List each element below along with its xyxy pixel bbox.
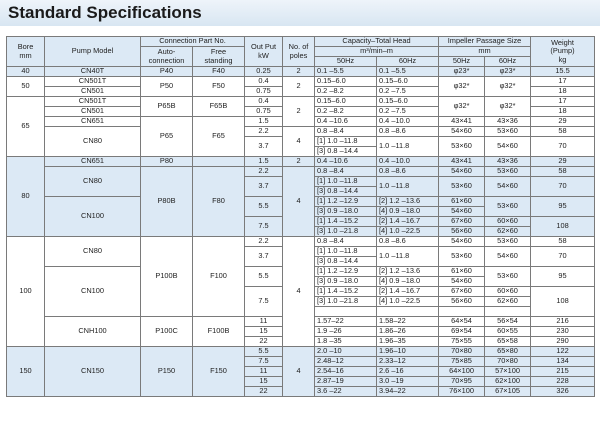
imp60-cell: 53×60 xyxy=(485,127,531,137)
bore-cell: 65 xyxy=(7,97,45,157)
kw-cell: 11 xyxy=(245,367,283,377)
cap60-cell: [4] 0.9 –18.0 xyxy=(377,207,439,217)
cap60-cell: 2.6 –16 xyxy=(377,367,439,377)
poles-cell: 4 xyxy=(283,167,315,237)
cap50-cell: 1.57–22 xyxy=(315,317,377,327)
table-row xyxy=(7,97,595,107)
header-auto: Auto- connection xyxy=(141,47,193,67)
model-cell: CN80 xyxy=(45,167,141,197)
cap50-cell: 0.2 –8.2 xyxy=(315,87,377,97)
cap50-cell: 0.1 –5.5 xyxy=(315,67,377,77)
header-poles: No. of poles xyxy=(283,37,315,67)
imp60-cell: 54×60 xyxy=(485,177,531,197)
imp60-cell: 67×105 xyxy=(485,387,531,397)
model-cell: CN40T xyxy=(45,67,141,77)
free-cell: F50 xyxy=(193,77,245,97)
kw-cell: 7.5 xyxy=(245,357,283,367)
kw-cell: 3.7 xyxy=(245,247,283,267)
cap50-cell: [1] 1.2 –12.9 xyxy=(315,197,377,207)
free-cell: F100 xyxy=(193,237,245,317)
weight-cell: 230 xyxy=(531,327,595,337)
cap60-cell: 2.33–12 xyxy=(377,357,439,367)
bore-cell: 100 xyxy=(7,237,45,347)
cap50-cell: 0.15–6.0 xyxy=(315,77,377,87)
header-free: Free standing xyxy=(193,47,245,67)
imp60-cell: 54×60 xyxy=(485,247,531,267)
kw-cell: 0.4 xyxy=(245,77,283,87)
cap60-cell: 0.8 –8.6 xyxy=(377,167,439,177)
imp60-cell: 57×100 xyxy=(485,367,531,377)
table-row xyxy=(7,67,595,77)
imp50-cell: 54×60 xyxy=(439,167,485,177)
cap50-cell: 0.4 –10.6 xyxy=(315,157,377,167)
imp50-cell: 54×60 xyxy=(439,127,485,137)
table-row xyxy=(7,237,595,247)
cap50-cell: 0.2 –8.2 xyxy=(315,107,377,117)
cap60-cell: 0.15–6.0 xyxy=(377,77,439,87)
cap50-cell: 0.8 –8.4 xyxy=(315,237,377,247)
imp50-cell: 69×54 xyxy=(439,327,485,337)
kw-cell: 15 xyxy=(245,327,283,337)
kw-cell: 22 xyxy=(245,337,283,347)
auto-cell: P150 xyxy=(141,347,193,397)
imp50-cell: 64×100 xyxy=(439,367,485,377)
cap60-cell: 0.2 –7.5 xyxy=(377,107,439,117)
weight-cell: 18 xyxy=(531,87,595,97)
imp50-cell: 53×60 xyxy=(439,247,485,267)
kw-cell: 0.75 xyxy=(245,87,283,97)
cap60-cell: 0.4 –10.0 xyxy=(377,117,439,127)
auto-cell: P65 xyxy=(141,117,193,157)
kw-cell: 2.2 xyxy=(245,237,283,247)
cap50-cell: 2.87–19 xyxy=(315,377,377,387)
kw-cell: 3.7 xyxy=(245,177,283,197)
cap50-cell: [3] 1.0 –21.8 xyxy=(315,297,377,307)
weight-cell: 17 xyxy=(531,77,595,87)
cap60-cell: 1.58–22 xyxy=(377,317,439,327)
cap50-cell: [3] 0.8 –14.4 xyxy=(315,147,377,157)
cap60-cell: 1.0 –11.8 xyxy=(377,247,439,267)
weight-cell: 58 xyxy=(531,237,595,247)
table-row xyxy=(7,157,595,167)
cap50-cell: 2.48–12 xyxy=(315,357,377,367)
imp50-cell: 67×60 xyxy=(439,287,485,297)
kw-cell: 7.5 xyxy=(245,287,283,317)
imp50-cell: 61×60 xyxy=(439,197,485,207)
imp60-cell: 62×60 xyxy=(485,227,531,237)
imp50-cell: 53×60 xyxy=(439,177,485,197)
imp50-cell: φ23* xyxy=(439,67,485,77)
imp50-cell: 43×41 xyxy=(439,117,485,127)
cap50-cell: [1] 1.4 –15.2 xyxy=(315,287,377,297)
imp50-cell: 61×60 xyxy=(439,267,485,277)
cap60-cell: [4] 1.0 –22.5 xyxy=(377,227,439,237)
kw-cell: 1.5 xyxy=(245,157,283,167)
kw-cell: 5.5 xyxy=(245,347,283,357)
imp60-cell: 56×54 xyxy=(485,317,531,327)
cap50-cell: [3] 0.9 –18.0 xyxy=(315,277,377,287)
cap60-cell: [4] 1.0 –22.5 xyxy=(377,297,439,307)
poles-cell: 2 xyxy=(283,97,315,127)
imp60-cell: 60×55 xyxy=(485,327,531,337)
imp60-cell: 43×36 xyxy=(485,117,531,127)
cap60-cell: 0.1 –5.5 xyxy=(377,67,439,77)
imp60-cell: 70×80 xyxy=(485,357,531,367)
cap60-cell: 1.96–35 xyxy=(377,337,439,347)
cap50-cell: 2.0 –10 xyxy=(315,347,377,357)
model-cell: CN501 xyxy=(45,107,141,117)
header-capacity-unit: m³/min–m xyxy=(315,47,439,57)
kw-cell: 5.5 xyxy=(245,197,283,217)
imp60-cell: φ32* xyxy=(485,97,531,117)
cap60-cell: 0.2 –7.5 xyxy=(377,87,439,97)
imp60-cell: 43×36 xyxy=(485,157,531,167)
weight-cell: 70 xyxy=(531,177,595,197)
cap50-cell: 1.9 –26 xyxy=(315,327,377,337)
imp50-cell: 54×60 xyxy=(439,207,485,217)
bore-cell: 80 xyxy=(7,157,45,237)
cap60-cell: 0.15–6.0 xyxy=(377,97,439,107)
imp50-cell: 75×55 xyxy=(439,337,485,347)
free-cell: F150 xyxy=(193,347,245,397)
cap60-cell: 1.0 –11.8 xyxy=(377,137,439,157)
imp50-cell xyxy=(439,307,485,317)
kw-cell: 11 xyxy=(245,317,283,327)
cap60-cell: 1.86–26 xyxy=(377,327,439,337)
cap60-cell: 0.8 –8.6 xyxy=(377,127,439,137)
model-cell: CN100 xyxy=(45,267,141,317)
weight-cell: 216 xyxy=(531,317,595,327)
kw-cell: 22 xyxy=(245,387,283,397)
auto-cell: P100C xyxy=(141,317,193,347)
poles-cell: 2 xyxy=(283,157,315,167)
weight-cell: 95 xyxy=(531,267,595,287)
weight-cell: 15.5 xyxy=(531,67,595,77)
auto-cell: P100B xyxy=(141,237,193,317)
cap50-cell: [3] 1.0 –21.8 xyxy=(315,227,377,237)
imp50-cell: 70×95 xyxy=(439,377,485,387)
weight-cell: 290 xyxy=(531,337,595,347)
header-output: Out Put kW xyxy=(245,37,283,67)
cap60-cell: 0.4 –10.0 xyxy=(377,157,439,167)
model-cell: CNH100 xyxy=(45,317,141,347)
kw-cell: 3.7 xyxy=(245,137,283,157)
imp60-cell: 62×60 xyxy=(485,297,531,307)
header-cap-60hz: 60Hz xyxy=(377,57,439,67)
weight-cell: 95 xyxy=(531,197,595,217)
model-cell: CN651 xyxy=(45,157,141,167)
cap60-cell: 1.0 –11.8 xyxy=(377,177,439,197)
weight-cell: 108 xyxy=(531,287,595,317)
weight-cell: 326 xyxy=(531,387,595,397)
imp60-cell: 53×60 xyxy=(485,167,531,177)
header-cap-50hz: 50Hz xyxy=(315,57,377,67)
table-row xyxy=(7,167,595,177)
weight-cell: 29 xyxy=(531,117,595,127)
model-cell: CN501T xyxy=(45,97,141,107)
auto-cell: P80 xyxy=(141,157,193,167)
weight-cell: 108 xyxy=(531,217,595,237)
cap60-cell: 3.94–22 xyxy=(377,387,439,397)
header-imp-60hz: 60Hz xyxy=(485,57,531,67)
poles-cell: 2 xyxy=(283,77,315,97)
table-row xyxy=(7,347,595,357)
bore-cell: 40 xyxy=(7,67,45,77)
header-impeller: Impeller Passage Size xyxy=(439,37,531,47)
kw-cell: 0.75 xyxy=(245,107,283,117)
table-row xyxy=(7,127,595,137)
cap50-cell: [3] 0.8 –14.4 xyxy=(315,187,377,197)
auto-cell: P80B xyxy=(141,167,193,237)
free-cell xyxy=(193,157,245,167)
kw-cell: 2.2 xyxy=(245,167,283,177)
imp50-cell: φ32* xyxy=(439,97,485,117)
free-cell: F80 xyxy=(193,167,245,237)
kw-cell: 2.2 xyxy=(245,127,283,137)
kw-cell: 15 xyxy=(245,377,283,387)
table-row xyxy=(7,77,595,87)
weight-cell: 58 xyxy=(531,167,595,177)
imp50-cell: 54×60 xyxy=(439,237,485,247)
auto-cell: P50 xyxy=(141,77,193,97)
cap50-cell: [1] 1.2 –12.9 xyxy=(315,267,377,277)
kw-cell: 1.5 xyxy=(245,117,283,127)
imp50-cell: 64×54 xyxy=(439,317,485,327)
cap60-cell: 0.8 –8.6 xyxy=(377,237,439,247)
imp50-cell: 76×100 xyxy=(439,387,485,397)
kw-cell: 0.25 xyxy=(245,67,283,77)
kw-cell: 0.4 xyxy=(245,97,283,107)
cap50-cell: [1] 1.0 –11.8 xyxy=(315,247,377,257)
kw-cell: 7.5 xyxy=(245,217,283,237)
cap50-cell: 0.15–6.0 xyxy=(315,97,377,107)
imp50-cell: 70×80 xyxy=(439,347,485,357)
bore-cell: 150 xyxy=(7,347,45,397)
imp60-cell: 54×60 xyxy=(485,137,531,157)
free-cell: F40 xyxy=(193,67,245,77)
header-connection: Connection Part No. xyxy=(141,37,245,47)
weight-cell: 70 xyxy=(531,247,595,267)
model-cell: CN501T xyxy=(45,77,141,87)
poles-cell: 4 xyxy=(283,127,315,157)
model-cell: CN100 xyxy=(45,197,141,237)
free-cell: F65B xyxy=(193,97,245,117)
cap60-cell: [2] 1.2 –13.6 xyxy=(377,267,439,277)
weight-cell: 29 xyxy=(531,157,595,167)
imp50-cell: 56×60 xyxy=(439,297,485,307)
imp60-cell: 62×100 xyxy=(485,377,531,387)
cap60-cell: [4] 0.9 –18.0 xyxy=(377,277,439,287)
imp60-cell: φ32* xyxy=(485,77,531,97)
header-capacity: Capacity–Total Head xyxy=(315,37,439,47)
imp60-cell: 65×80 xyxy=(485,347,531,357)
weight-cell: 18 xyxy=(531,107,595,117)
cap50-cell: 0.8 –8.4 xyxy=(315,127,377,137)
imp50-cell: φ32* xyxy=(439,77,485,97)
weight-cell: 215 xyxy=(531,367,595,377)
poles-cell: 4 xyxy=(283,237,315,347)
weight-cell: 134 xyxy=(531,357,595,367)
cap60-cell: 1.96–10 xyxy=(377,347,439,357)
imp50-cell: 67×60 xyxy=(439,217,485,227)
model-cell: CN651 xyxy=(45,117,141,127)
cap60-cell: [2] 1.4 –16.7 xyxy=(377,287,439,297)
cap60-cell: [2] 1.4 –16.7 xyxy=(377,217,439,227)
weight-cell: 122 xyxy=(531,347,595,357)
page-title: Standard Specifications xyxy=(8,3,202,22)
poles-cell: 2 xyxy=(283,67,315,77)
imp60-cell: 53×60 xyxy=(485,267,531,287)
cap50-cell: 0.4 –10.6 xyxy=(315,117,377,127)
cap50-cell: [1] 1.0 –11.8 xyxy=(315,177,377,187)
model-cell: CN80 xyxy=(45,127,141,157)
poles-cell: 4 xyxy=(283,347,315,397)
imp60-cell: 65×58 xyxy=(485,337,531,347)
auto-cell: P40 xyxy=(141,67,193,77)
imp60-cell: 53×60 xyxy=(485,197,531,217)
cap50-cell: [3] 0.9 –18.0 xyxy=(315,207,377,217)
free-cell: F100B xyxy=(193,317,245,347)
imp60-cell xyxy=(485,307,531,317)
imp50-cell: 54×60 xyxy=(439,277,485,287)
imp60-cell: 53×60 xyxy=(485,237,531,247)
imp50-cell: 43×41 xyxy=(439,157,485,167)
imp50-cell: 75×85 xyxy=(439,357,485,367)
cap60-cell: [2] 1.2 –13.6 xyxy=(377,197,439,207)
imp60-cell: 60×60 xyxy=(485,287,531,297)
cap60-cell: 3.0 –19 xyxy=(377,377,439,387)
header-impeller-unit: mm xyxy=(439,47,531,57)
cap50-cell: 1.8 –35 xyxy=(315,337,377,347)
weight-cell: 17 xyxy=(531,97,595,107)
weight-cell: 70 xyxy=(531,137,595,157)
cap50-cell: 0.8 –8.4 xyxy=(315,167,377,177)
cap50-cell: [1] 1.0 –11.8 xyxy=(315,137,377,147)
imp60-cell: φ23* xyxy=(485,67,531,77)
cap50-cell: [3] 0.8 –14.4 xyxy=(315,257,377,267)
auto-cell: P65B xyxy=(141,97,193,117)
cap50-cell xyxy=(315,307,377,317)
model-cell: CN501 xyxy=(45,87,141,97)
cap60-cell xyxy=(377,307,439,317)
header-pump-model: Pump Model xyxy=(45,37,141,67)
model-cell: CN80 xyxy=(45,237,141,267)
cap50-cell: 3.6 –22 xyxy=(315,387,377,397)
bore-cell: 50 xyxy=(7,77,45,97)
header-bore: Bore mm xyxy=(7,37,45,67)
model-cell: CN150 xyxy=(45,347,141,397)
header-weight: Weight (Pump) kg xyxy=(531,37,595,67)
cap50-cell: [1] 1.4 –15.2 xyxy=(315,217,377,227)
imp50-cell: 53×60 xyxy=(439,137,485,157)
weight-cell: 228 xyxy=(531,377,595,387)
imp60-cell: 60×60 xyxy=(485,217,531,227)
weight-cell: 58 xyxy=(531,127,595,137)
cap50-cell: 2.54–16 xyxy=(315,367,377,377)
imp50-cell: 56×60 xyxy=(439,227,485,237)
header-imp-50hz: 50Hz xyxy=(439,57,485,67)
kw-cell: 5.5 xyxy=(245,267,283,287)
free-cell: F65 xyxy=(193,117,245,157)
specifications-table xyxy=(6,36,595,397)
